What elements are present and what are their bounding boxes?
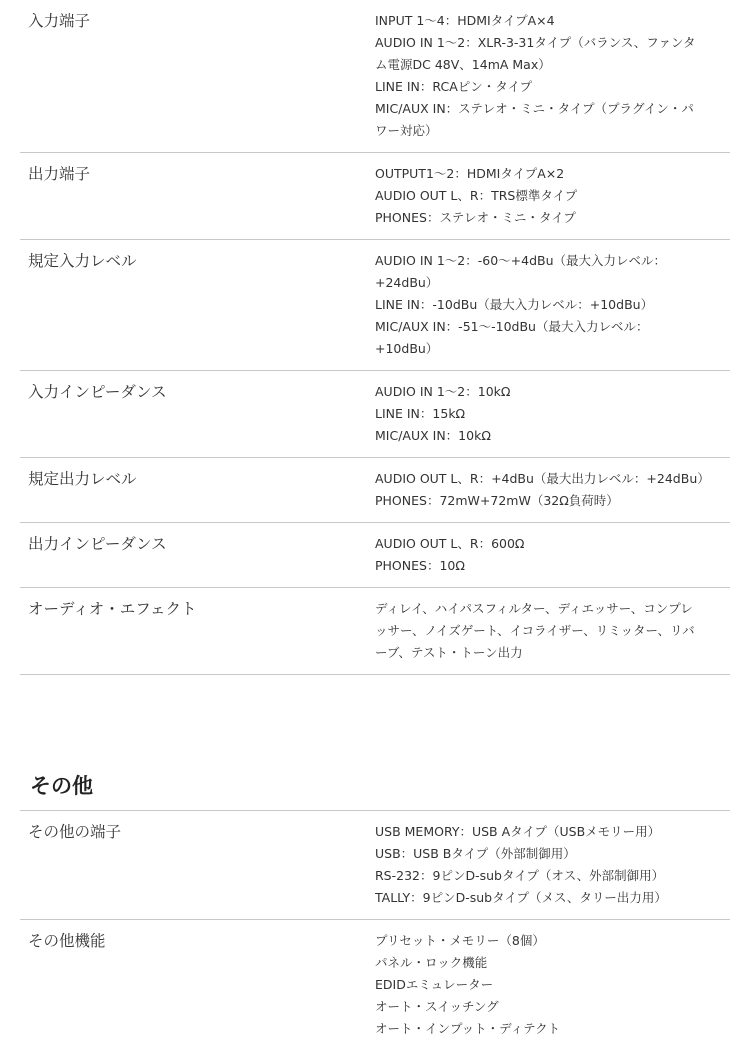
spec-value-line: USB MEMORY：USB Aタイプ（USBメモリー用） xyxy=(375,824,661,839)
spec-values xyxy=(368,588,722,674)
spec-row-other-functions xyxy=(20,920,730,1050)
spec-value-line: ーブ、テスト・トーン出力 xyxy=(375,645,523,660)
spec-row-output-terminals xyxy=(20,153,730,240)
spec-values xyxy=(368,811,722,919)
spec-value-line: RS-232：9ピンD-subタイプ（オス、外部制御用） xyxy=(375,868,665,883)
spec-table-audio xyxy=(20,0,730,675)
spec-values xyxy=(368,153,722,239)
spec-value-line: EDIDエミュレーター xyxy=(375,977,494,992)
spec-values xyxy=(368,458,722,522)
spec-values xyxy=(368,371,722,457)
spec-value-line: MIC/AUX IN：-51～-10dBu（最大入力レベル： xyxy=(375,319,649,334)
spec-value-line: ワー対応） xyxy=(375,123,438,138)
spec-value-line: +10dBu） xyxy=(375,341,439,356)
spec-value-line: TALLY：9ピンD-subタイプ（メス、タリー出力用） xyxy=(375,890,667,905)
spec-value-line: ディレイ、ハイパスフィルター、ディエッサー、コンプレ xyxy=(375,601,693,616)
spec-value-line: MIC/AUX IN：ステレオ・ミニ・タイプ（プラグイン・パ xyxy=(375,101,694,116)
spec-value-line: PHONES：10Ω xyxy=(375,558,465,573)
spec-value-line: プリセット・メモリー（8個） xyxy=(375,933,545,948)
spec-row-output-impedance xyxy=(20,523,730,588)
spec-value-line: AUDIO OUT L、R：TRS標準タイプ xyxy=(375,188,578,203)
spec-value-line: LINE IN：RCAピン・タイプ xyxy=(375,79,533,94)
spec-value-line: AUDIO IN 1～2：10kΩ xyxy=(375,384,511,399)
spec-values xyxy=(368,240,722,370)
spec-row-input-impedance xyxy=(20,371,730,458)
spec-value-line: USB：USB Bタイプ（外部制御用） xyxy=(375,846,576,861)
spec-row-audio-effects xyxy=(20,588,730,675)
spec-value-line: LINE IN：-10dBu（最大入力レベル：+10dBu） xyxy=(375,297,654,312)
spec-values xyxy=(368,920,722,1050)
spec-label: 規定出力レベル xyxy=(28,470,137,488)
spec-label: 出力端子 xyxy=(28,165,91,183)
spec-row-other-terminals xyxy=(20,811,730,920)
spec-value-line: ッサー、ノイズゲート、イコライザー、リミッター、リバ xyxy=(375,623,695,638)
spec-row-input-level xyxy=(20,240,730,371)
spec-value-line: オート・スイッチング xyxy=(375,999,499,1014)
spec-value-line: INPUT 1～4：HDMIタイプA×4 xyxy=(375,13,555,28)
section-title-other: その他 xyxy=(20,675,730,811)
spec-label: オーディオ・エフェクト xyxy=(28,600,197,618)
spec-label: その他の端子 xyxy=(28,823,122,841)
spec-value-line: AUDIO IN 1～2：-60～+4dBu（最大入力レベル： xyxy=(375,253,667,268)
spec-value-line: OUTPUT1～2：HDMIタイプA×2 xyxy=(375,166,565,181)
spec-label: 出力インピーダンス xyxy=(28,535,167,553)
spec-label: 規定入力レベル xyxy=(28,252,137,270)
spec-value-line: PHONES：72mW+72mW（32Ω負荷時） xyxy=(375,493,619,508)
spec-value-line: LINE IN：15kΩ xyxy=(375,406,466,421)
spec-table-other xyxy=(20,811,730,1050)
spec-value-line: オート・インプット・ディテクト xyxy=(375,1021,561,1036)
spec-value-line: AUDIO IN 1～2：XLR-3-31タイプ（バランス、ファンタ xyxy=(375,35,696,50)
spec-row-output-level xyxy=(20,458,730,523)
spec-value-line: AUDIO OUT L、R：+4dBu（最大出力レベル：+24dBu） xyxy=(375,471,710,486)
spec-value-line: +24dBu） xyxy=(375,275,439,290)
spec-value-line: AUDIO OUT L、R：600Ω xyxy=(375,536,525,551)
spec-values xyxy=(368,523,722,587)
spec-values xyxy=(368,0,722,152)
spec-value-line: PHONES：ステレオ・ミニ・タイプ xyxy=(375,210,576,225)
spec-label: 入力端子 xyxy=(28,12,91,30)
spec-label: 入力インピーダンス xyxy=(28,383,167,401)
spec-row-input-terminals xyxy=(20,0,730,153)
spec-value-line: MIC/AUX IN：10kΩ xyxy=(375,428,491,443)
spec-value-line: パネル・ロック機能 xyxy=(375,955,488,970)
spec-value-line: ム電源DC 48V、14mA Max） xyxy=(375,57,551,72)
spec-label: その他機能 xyxy=(28,932,106,950)
